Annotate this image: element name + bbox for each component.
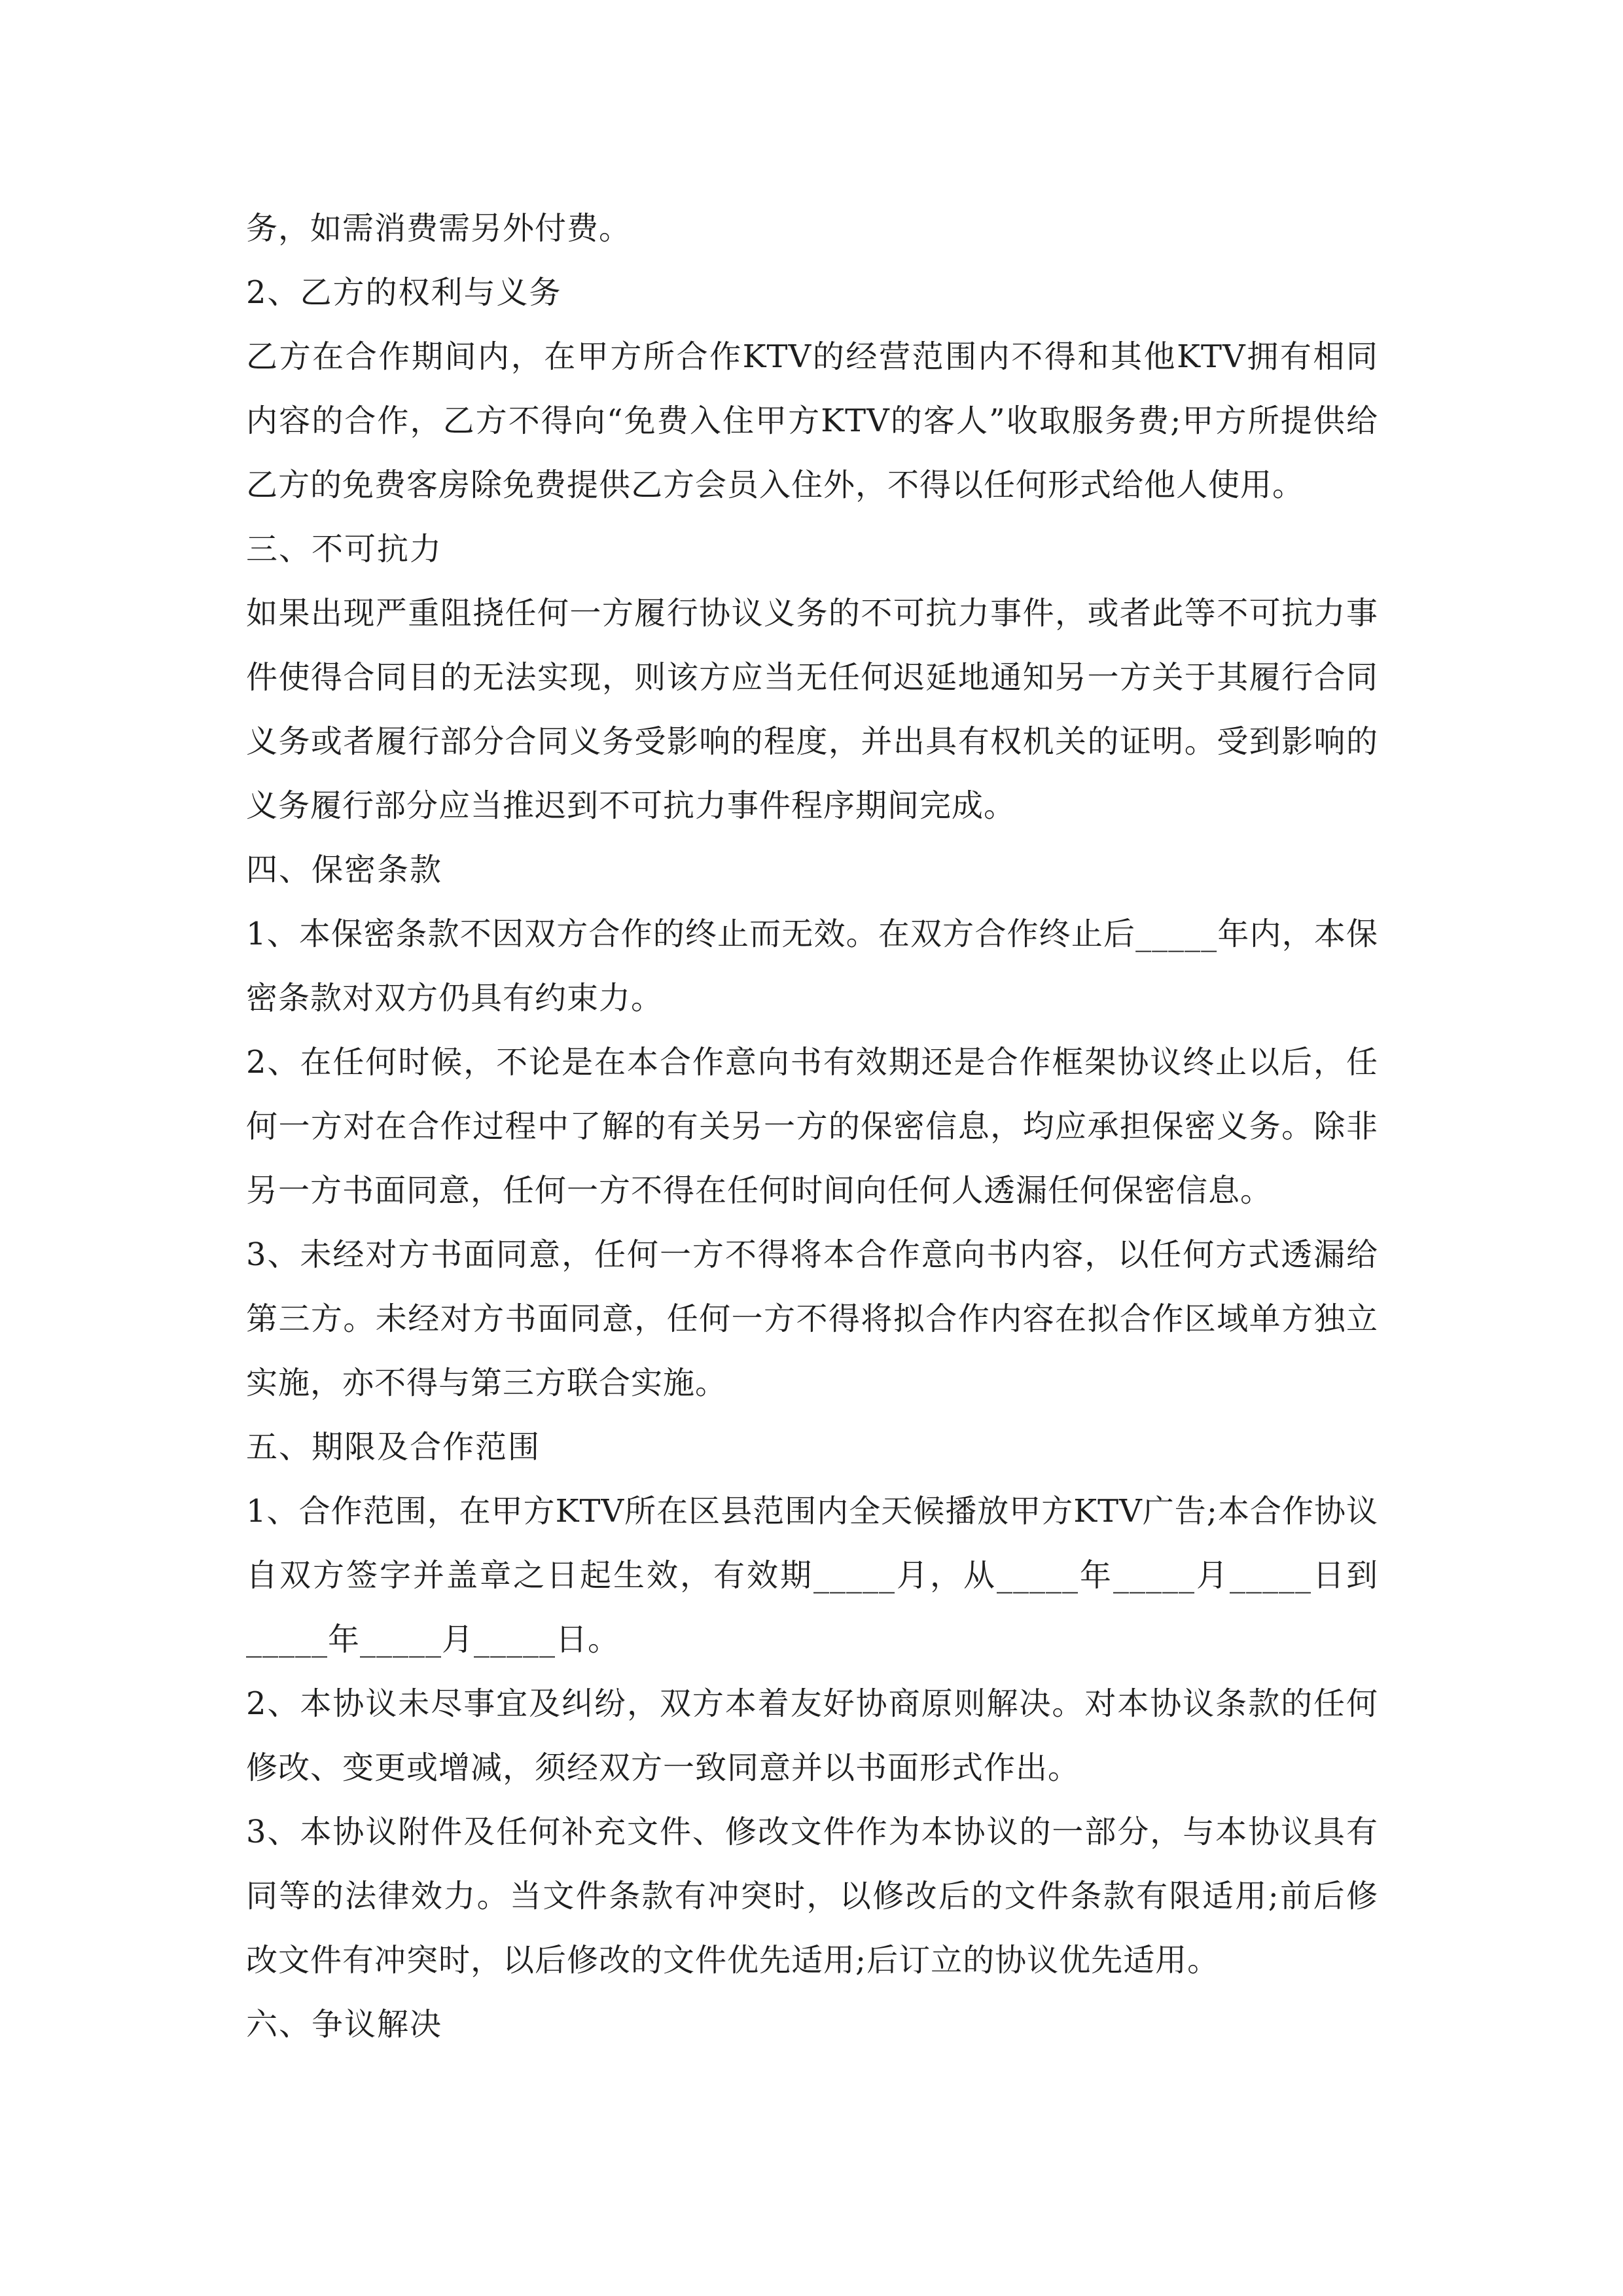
section-heading-dispute-resolution: 六、争议解决 bbox=[246, 2006, 443, 2043]
paragraph-force-majeure: 如果出现严重阻挠任何一方履行协议义务的不可抗力事件，或者此等不可抗力事件使得合同目的无法实现，则该方应当无任何迟延地通知另一方关于其履行合同义务或者履行部分合同义务受影响的程度，并出具有权机关的证明。受到影响的义务履行部分应当推迟到不可抗力事件程序期间完成。 bbox=[246, 595, 1378, 824]
paragraph-continuation: 务，如需消费需另外付费。 bbox=[246, 210, 632, 247]
paragraph-party-b-rights: 乙方在合作期间内，在甲方所合作KTV的经营范围内不得和其他KTV拥有相同内容的合作，乙方不得向“免费入住甲方KTV的客人”收取服务费;甲方所提供给乙方的免费客房除免费提供乙方会员入住外，不得以任何形式给他人使用。 bbox=[246, 338, 1378, 503]
paragraph-confidentiality-2: 2、在任何时候，不论是在本合作意向书有效期还是合作框架协议终止以后，任何一方对在合作过程中了解的有关另一方的保密信息，均应承担保密义务。除非另一方书面同意，任何一方不得在任何时间向任何人透漏任何保密信息。 bbox=[246, 1044, 1378, 1209]
paragraph-term-scope-3: 3、本协议附件及任何补充文件、修改文件作为本协议的一部分，与本协议具有同等的法律效力。当文件条款有冲突时，以修改后的文件条款有限适用;前后修改文件有冲突时，以后修改的文件优先适用;后订立的协议优先适用。 bbox=[246, 1814, 1378, 1979]
paragraph-confidentiality-1: 1、本保密条款不因双方合作的终止而无效。在双方合作终止后_____年内，本保密条款对双方仍具有约束力。 bbox=[246, 916, 1378, 1016]
subheading-party-b-rights: 2、乙方的权利与义务 bbox=[246, 274, 562, 311]
section-heading-confidentiality: 四、保密条款 bbox=[246, 852, 443, 888]
section-heading-force-majeure: 三、不可抗力 bbox=[246, 531, 443, 567]
paragraph-term-scope-2: 2、本协议未尽事宜及纠纷，双方本着友好协商原则解决。对本协议条款的任何修改、变更或增减，须经双方一致同意并以书面形式作出。 bbox=[246, 1685, 1378, 1786]
section-heading-term-scope: 五、期限及合作范围 bbox=[246, 1429, 541, 1465]
paragraph-term-scope-1: 1、合作范围，在甲方KTV所在区县范围内全天候播放甲方KTV广告;本合作协议自双方签字并盖章之日起生效，有效期_____月，从_____年_____月_____日到_____年_____月_____日。 bbox=[246, 1493, 1378, 1658]
paragraph-confidentiality-3: 3、未经对方书面同意，任何一方不得将本合作意向书内容，以任何方式透漏给第三方。未经对方书面同意，任何一方不得将拟合作内容在拟合作区域单方独立实施，亦不得与第三方联合实施。 bbox=[246, 1236, 1378, 1401]
document-body bbox=[246, 196, 1378, 2056]
